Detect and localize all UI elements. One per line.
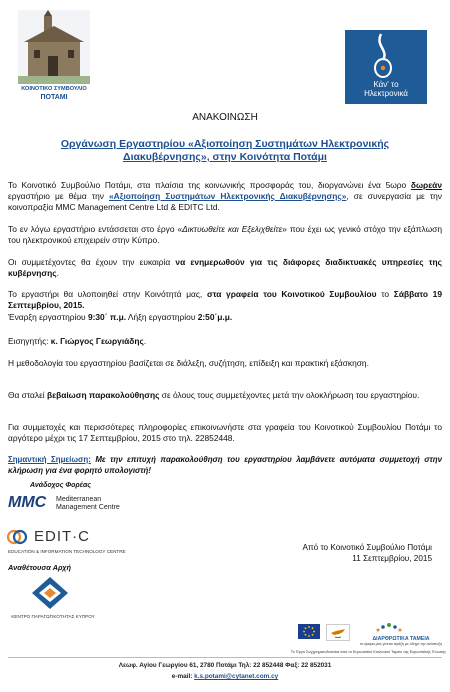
important-note: Σημαντική Σημείωση: Με την επιτυχή παρακολούθηση του εργαστηρίου λαμβάνετε αυτόματα συμμετοχή στην κλήρωση για ένα φορητό υπολογιστή! (8, 455, 442, 475)
certificate-paragraph: Θα σταλεί βεβαίωση παρακολούθησης σε όλους τους συμμετέχοντες μετά την ολοκλήρωση του εργαστηρίου. (8, 390, 420, 400)
funds-caption: ΔΙΑΡΘΡΩΤΙΚΑ ΤΑΜΕΙΑ (372, 636, 430, 642)
footer-email-link[interactable]: k.s.potami@cytanet.com.cy (194, 673, 279, 680)
methodology-paragraph: Η μεθοδολογία του εργαστηρίου βασίζεται σε διάλεξη, συζήτηση, επίδειξη και πρακτική εξάσκηση. (8, 358, 369, 368)
kanto-logo-line2: Ηλεκτρονικά (364, 89, 408, 98)
authority-label: Αναθέτουσα Αρχή (8, 563, 72, 572)
mmc-logo (8, 492, 128, 518)
contact-paragraph: Για συμμετοχές και περισσότερες πληροφορίες επικοινωνήστε στα γραφεία του Κοινοτικού Συμβουλίου Ποτάμι το αργότερο μέχρι τις 17 Σεπτεμβρίου, 2015 στο τηλ. 22852448. (8, 422, 442, 443)
editc-mark: EDIT·C (34, 528, 90, 545)
kpp-logo (8, 576, 98, 622)
schedule-paragraph: Έναρξη εργαστηρίου 9:30΄ π.μ. Λήξη εργαστηρίου 2:50΄μ.μ. (8, 312, 233, 322)
mmc-line2: Management Centre (56, 504, 120, 511)
speaker-paragraph: Εισηγητής: κ. Γιώργος Γεωργιάδης. (8, 336, 147, 346)
funds-dots-icon (374, 622, 404, 636)
announcement-heading: ΑΝΑΚΟΙΝΩΣΗ (192, 112, 258, 123)
cyprus-flag (326, 624, 350, 641)
kpp-emblem-icon (30, 576, 70, 610)
council-logo-line2: ΠΟΤΑΜΙ (40, 94, 68, 101)
editc-logo (6, 524, 126, 556)
eu-cofunding-note: Το Έργο Συγχρηματοδοτείται από το Ευρωπαϊκό Κοινωνικό Ταμείο της Ευρωπαϊκής Ένωσης (290, 650, 446, 654)
council-logo-line1: ΚΟΙΝΟΤΙΚΟ ΣΥΜΒΟΥΛΙΟ (21, 86, 87, 92)
subtitle-line1: Οργάνωση Εργαστηρίου «Αξιοποίηση Συστημάτων Ηλεκτρονικής (60, 138, 390, 150)
editc-sub: EDUCATION & INFORMATION TECHNOLOGY CENTRE (8, 549, 126, 554)
cyprus-map-icon (327, 625, 349, 640)
project-paragraph: Το εν λόγω εργαστήριο εντάσσεται στο έργο «Δικτυωθείτε και Εξελιχθείτε» που έχει ως γενικό στόχο την εξάπλωση του ηλεκτρονικού επιχειρείν στην Κύπρο. (8, 224, 442, 245)
venue-paragraph: Το εργαστήρι θα υλοποιηθεί στην Κοινότητά μας, στα γραφεία του Κοινοτικού Συμβουλίου το Σάββατο 19 Σεπτεμβρίου, 2015. (8, 289, 442, 310)
eu-flag (298, 624, 320, 639)
eu-stars-icon (298, 624, 320, 639)
kanto-logo (345, 30, 427, 104)
footer-email-label: e-mail: (171, 673, 195, 680)
signature-line1: Από το Κοινοτικό Συμβούλιο Ποτάμι (302, 543, 432, 552)
intro-paragraph: Το Κοινοτικό Συμβούλιο Ποτάμι, στα πλαίσια της κοινωνικής προσφοράς του, διοργανώνει ένα 5ωρο δωρεάν εργαστήριο με θέμα την «Αξιοποίηση Συστημάτων Ηλεκτρονικής Διακυβέρνησης», σε συνεργασία με την κοινοπραξία MMC Management Centre Ltd & EDITC Ltd. (8, 180, 442, 212)
participants-paragraph: Οι συμμετέχοντες θα έχουν την ευκαιρία να ενημερωθούν για τις διάφορες διαδικτυακές υπηρεσίες της κυβέρνησης. (8, 257, 443, 278)
footer-address: Λεωφ. Αγίου Γεωργίου 61, 2780 Ποτάμι Τηλ: 22 852448 Φαξ: 22 852031 (118, 662, 332, 669)
funds-logo (356, 622, 446, 648)
kanto-logo-line1: Κάν' το (373, 80, 399, 89)
mmc-mark: MMC (8, 494, 47, 511)
footer-email-line (0, 673, 450, 680)
church-icon (18, 10, 90, 84)
subtitle-line2: Διακυβέρνησης», στην Κοινότητα Ποτάμι (123, 151, 327, 163)
funds-sub: το όραμα μας γίνεται πράξη με οδηγό την ανάπτυξη (359, 642, 443, 646)
kpp-caption: ΚΕΝΤΡΟ ΠΑΡΑΓΩΓΙΚΟΤΗΤΑΣ ΚΥΠΡΟΥ (11, 614, 95, 619)
contractor-label: Ανάδοχος Φορέας (30, 482, 92, 489)
footer-divider (8, 657, 442, 658)
signature-line2: 11 Σεπτεμβρίου, 2015 (352, 554, 432, 563)
mmc-line1: Mediterranean (56, 496, 102, 503)
council-logo (18, 10, 90, 108)
editc-rings-icon (6, 526, 28, 548)
